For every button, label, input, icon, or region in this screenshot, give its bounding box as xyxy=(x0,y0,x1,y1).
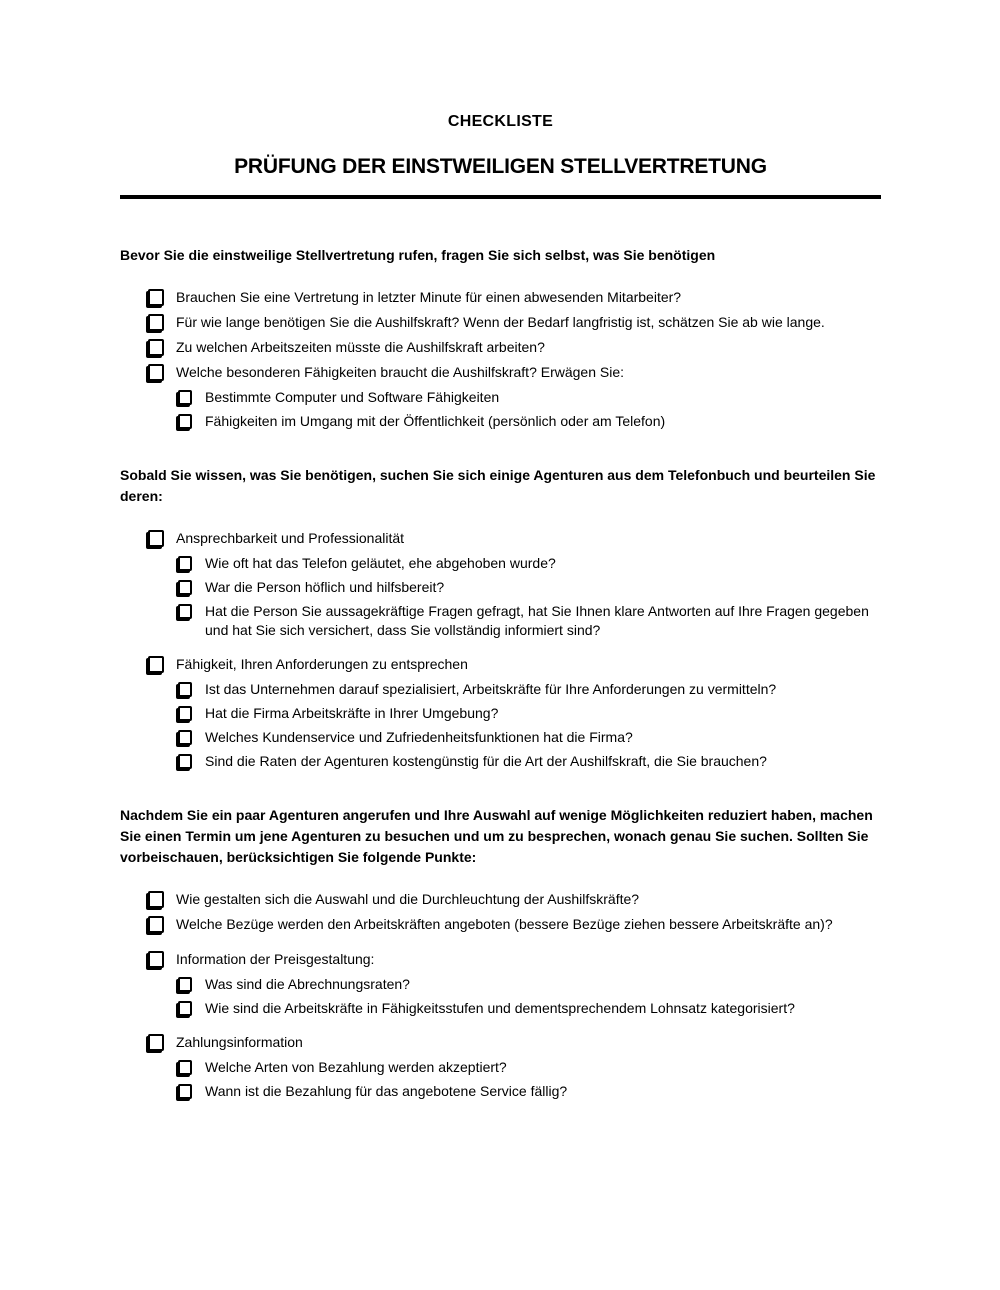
checklist-item-label: War die Person höflich und hilfsbereit? xyxy=(205,579,445,595)
checklist-item-label: Sind die Raten der Agenturen kostengünstig für die Art der Aushilfskraft, die Sie brauchen? xyxy=(205,753,767,769)
checklist-item xyxy=(148,529,881,549)
checklist-item-label: Bestimmte Computer und Software Fähigkeiten xyxy=(205,389,500,405)
checklist-group xyxy=(120,655,881,771)
checklist-subitem xyxy=(178,1058,881,1077)
checklist-item-label: Welches Kundenservice und Zufriedenheitsfunktionen hat die Firma? xyxy=(205,729,633,745)
checklist-item-label: Hat die Person Sie aussagekräftige Fragen gefragt, hat Sie Ihnen klare Antworten auf Ihre Fragen gegeben und hat Sie sich versichert, dass Sie vollständig informiert sind? xyxy=(205,603,869,638)
checklist-subitem xyxy=(178,388,881,407)
checklist-group xyxy=(120,1033,881,1101)
section-heading: Nachdem Sie ein paar Agenturen angerufen und Ihre Auswahl auf wenige Möglichkeiten reduziert haben, machen Sie einen Termin um jene Agenturen zu besuchen und um zu besprechen, wonach genau Sie suchen. Sollten Sie vorbeischauen, berücksichtigen Sie folgende Punkte: xyxy=(120,807,873,865)
checklist-item-label: Welche besonderen Fähigkeiten braucht die Aushilfskraft? Erwägen Sie: xyxy=(176,364,625,380)
checklist-subitem xyxy=(178,999,881,1018)
checklist-item-label: Fähigkeiten im Umgang mit der Öffentlichkeit (persönlich oder am Telefon) xyxy=(205,413,666,429)
checklist-item xyxy=(148,338,881,358)
checklist-item xyxy=(148,655,881,675)
checklist-item-label: Zahlungsinformation xyxy=(176,1034,303,1050)
checklist-item xyxy=(148,363,881,383)
checklist-subitem xyxy=(178,752,881,771)
checkbox-icon[interactable] xyxy=(148,1034,164,1051)
checkbox-icon[interactable] xyxy=(148,339,164,356)
checklist-item-label: Brauchen Sie eine Vertretung in letzter Minute für einen abwesenden Mitarbeiter? xyxy=(176,289,682,305)
title-divider xyxy=(120,195,881,199)
checklist-subitem xyxy=(178,412,881,431)
checklist-item-label: Welche Bezüge werden den Arbeitskräften angeboten (bessere Bezüge ziehen bessere Arbeitskräfte an)? xyxy=(176,916,833,932)
checkbox-icon[interactable] xyxy=(148,530,164,547)
checklist-item-label: Hat die Firma Arbeitskräfte in Ihrer Umgebung? xyxy=(205,705,499,721)
page-title: PRÜFUNG DER EINSTWEILIGEN STELLVERTRETUNG xyxy=(234,155,767,178)
section-heading: Sobald Sie wissen, was Sie benötigen, suchen Sie sich einige Agenturen aus dem Telefonbuch und beurteilen Sie deren: xyxy=(120,467,876,504)
section-visit-agencies xyxy=(120,805,881,1101)
checklist-item xyxy=(148,950,881,970)
checklist-item-label: Ist das Unternehmen darauf spezialisiert, Arbeitskräfte für Ihre Anforderungen zu vermitteln? xyxy=(205,681,777,697)
checklist-item-label: Was sind die Abrechnungsraten? xyxy=(205,976,410,992)
checklist-item-label: Information der Preisgestaltung: xyxy=(176,951,375,967)
checkbox-icon[interactable] xyxy=(148,364,164,381)
checklist-item-label: Welche Arten von Bezahlung werden akzeptiert? xyxy=(205,1059,507,1075)
checkbox-icon[interactable] xyxy=(178,414,192,429)
checklist-item xyxy=(148,890,881,910)
checkbox-icon[interactable] xyxy=(178,730,192,745)
section-before-calling xyxy=(120,245,881,431)
checklist-item-label: Ansprechbarkeit und Professionalität xyxy=(176,530,405,546)
checklist-item xyxy=(148,288,881,308)
checklist-item xyxy=(148,915,881,935)
checklist-subitem xyxy=(178,1082,881,1101)
section-evaluate-agencies xyxy=(120,465,881,771)
checklist-item-label: Fähigkeit, Ihren Anforderungen zu entsprechen xyxy=(176,656,468,672)
checkbox-icon[interactable] xyxy=(178,1060,192,1075)
checklist-group xyxy=(120,288,881,431)
checkbox-icon[interactable] xyxy=(148,891,164,908)
checklist-subitem xyxy=(178,554,881,573)
checklist-item xyxy=(148,1033,881,1053)
checkbox-icon[interactable] xyxy=(148,314,164,331)
checkbox-icon[interactable] xyxy=(148,289,164,306)
checklist-item-label: Für wie lange benötigen Sie die Aushilfskraft? Wenn der Bedarf langfristig ist, schätzen Sie ab wie lange. xyxy=(176,314,825,330)
checklist-item-label: Wann ist die Bezahlung für das angebotene Service fällig? xyxy=(205,1083,568,1099)
checkbox-icon[interactable] xyxy=(178,1001,192,1016)
checkbox-icon[interactable] xyxy=(178,977,192,992)
section-heading: Bevor Sie die einstweilige Stellvertretung rufen, fragen Sie sich selbst, was Sie benötigen xyxy=(120,247,716,263)
checklist-group xyxy=(120,890,881,935)
checklist-subitem xyxy=(178,704,881,723)
checkbox-icon[interactable] xyxy=(178,580,192,595)
checklist-subitem xyxy=(178,680,881,699)
checklist-item-label: Wie sind die Arbeitskräfte in Fähigkeitsstufen und dementsprechendem Lohnsatz kategorisiert? xyxy=(205,1000,795,1016)
checklist-subitem xyxy=(178,975,881,994)
checklist-item-label: Wie gestalten sich die Auswahl und die Durchleuchtung der Aushilfskräfte? xyxy=(176,891,640,907)
checkbox-icon[interactable] xyxy=(178,754,192,769)
checkbox-icon[interactable] xyxy=(178,390,192,405)
checkbox-icon[interactable] xyxy=(148,916,164,933)
checklist-subitem xyxy=(178,728,881,747)
checkbox-icon[interactable] xyxy=(178,556,192,571)
checkbox-icon[interactable] xyxy=(178,604,192,619)
checklist-group xyxy=(120,529,881,640)
checklist-group xyxy=(120,950,881,1018)
checklist-item-label: Wie oft hat das Telefon geläutet, ehe abgehoben wurde? xyxy=(205,555,556,571)
document-kicker: CHECKLISTE xyxy=(447,113,554,130)
checkbox-icon[interactable] xyxy=(178,1084,192,1099)
checkbox-icon[interactable] xyxy=(148,951,164,968)
checkbox-icon[interactable] xyxy=(178,706,192,721)
checkbox-icon[interactable] xyxy=(178,682,192,697)
checkbox-icon[interactable] xyxy=(148,656,164,673)
checklist-subitem xyxy=(178,602,881,640)
checklist-subitem xyxy=(178,578,881,597)
checklist-item-label: Zu welchen Arbeitszeiten müsste die Aushilfskraft arbeiten? xyxy=(176,339,545,355)
checklist-item xyxy=(148,313,881,333)
